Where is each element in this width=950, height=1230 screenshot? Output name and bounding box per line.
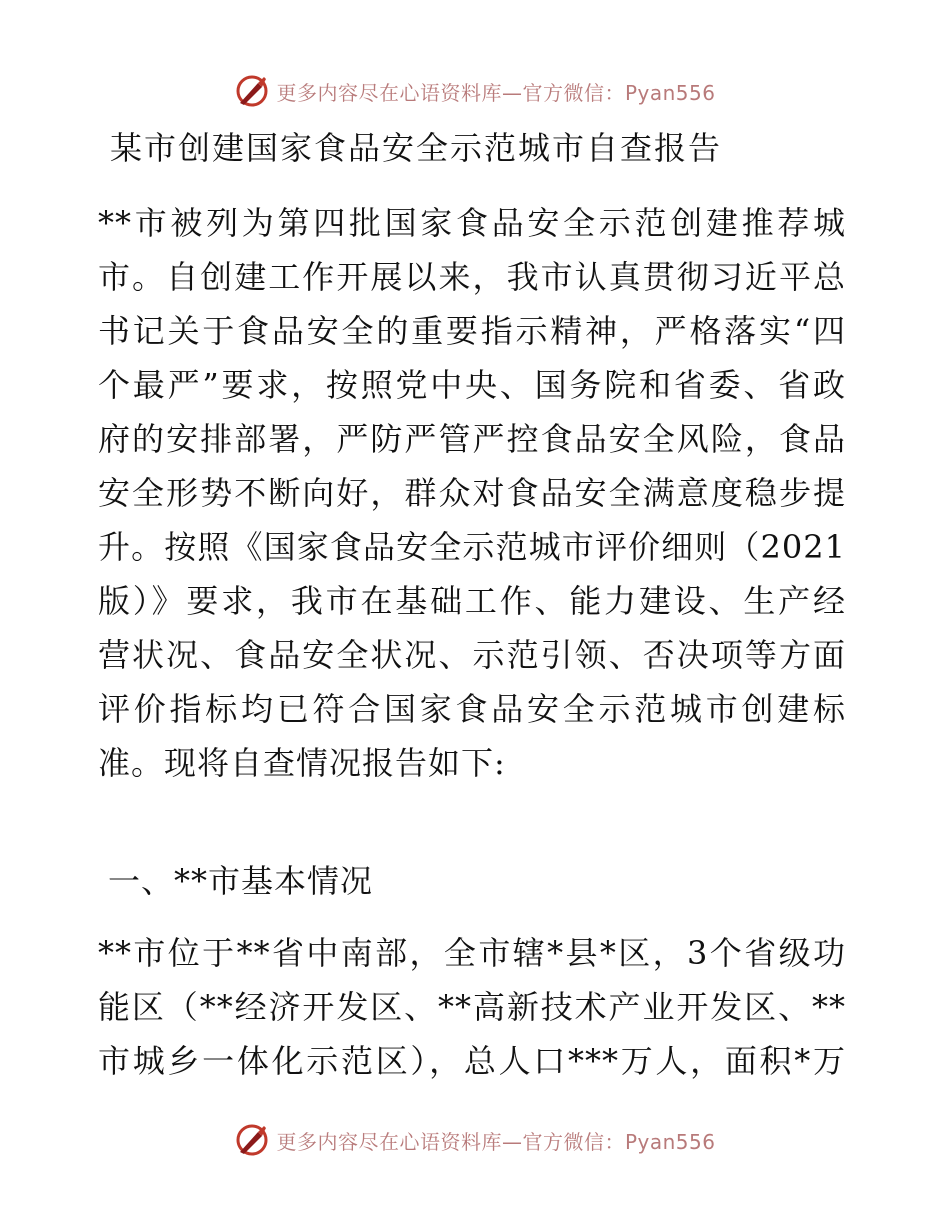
document-title: 某市创建国家食品安全示范城市自查报告 [110, 129, 723, 167]
section-heading: 一、**市基本情况 [108, 862, 374, 900]
paragraph-line: 版）》要求，我市在基础工作、能力建设、生产经 [98, 582, 846, 620]
paragraph-line: 市城乡一体化示范区），总人口***万人，面积*万 [98, 1042, 846, 1080]
paragraph-line: 个最严”要求，按照党中央、国务院和省委、省政 [98, 366, 846, 404]
watermark-text: 更多内容尽在心语资料库—官方微信：Pyan556 [276, 80, 716, 105]
paragraph-line: 府的安排部署，严防严管严控食品安全风险，食品 [98, 420, 846, 458]
intro-paragraph [98, 196, 846, 790]
paragraph-line: 书记关于食品安全的重要指示精神，严格落实“四 [98, 312, 846, 350]
paragraph-line: 准。现将自查情况报告如下: [98, 744, 506, 782]
watermark-footer [0, 1120, 950, 1160]
basic-info-paragraph [98, 926, 846, 1088]
paragraph-line: 能区（**经济开发区、**高新技术产业开发区、** [98, 988, 846, 1026]
pen-logo-icon [234, 1122, 270, 1158]
paragraph-line: **市被列为第四批国家食品安全示范创建推荐城 [98, 204, 846, 242]
paragraph-line: 升。按照《国家食品安全示范城市评价细则（2021 [98, 528, 846, 566]
paragraph-line: 营状况、食品安全状况、示范引领、否决项等方面 [98, 636, 846, 674]
paragraph-line: 市。自创建工作开展以来，我市认真贯彻习近平总 [98, 258, 846, 296]
paragraph-line: 评价指标均已符合国家食品安全示范城市创建标 [98, 690, 846, 728]
paragraph-line: 安全形势不断向好，群众对食品安全满意度稳步提 [98, 474, 846, 512]
watermark-text: 更多内容尽在心语资料库—官方微信：Pyan556 [276, 1129, 716, 1154]
paragraph-line: **市位于**省中南部，全市辖*县*区，3个省级功 [98, 934, 846, 972]
